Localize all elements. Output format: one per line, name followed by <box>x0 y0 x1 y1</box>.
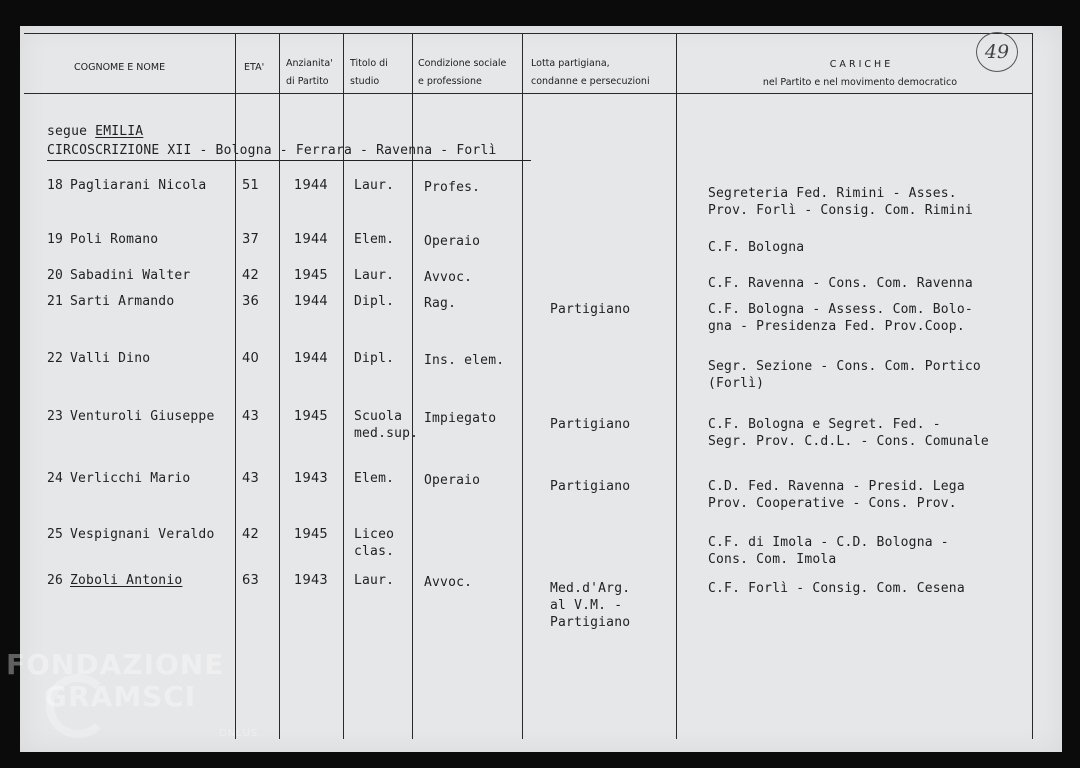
header-condition-line1: Condizione sociale <box>418 58 507 69</box>
row-profession: Operaio <box>424 234 481 249</box>
row-study: Elem. <box>354 232 395 247</box>
header-roles <box>720 56 1000 92</box>
row-number: 20 <box>47 268 64 283</box>
row-name: Poli Romano <box>70 232 159 247</box>
section-underline <box>47 160 531 161</box>
row-partisan: Partigiano <box>550 615 631 630</box>
section-district: CIRCOSCRIZIONE XII - Bologna - Ferrara - Ravenna - Forlì <box>47 143 497 158</box>
row-age: 42 <box>242 527 259 542</box>
row-study: Liceo <box>354 527 395 542</box>
row-roles: C.D. Fed. Ravenna - Presid. Lega <box>708 479 965 494</box>
row-age: 51 <box>242 178 259 193</box>
row-roles: gna - Presidenza Fed. Prov.Coop. <box>708 319 965 334</box>
header-struggle-line1: Lotta partigiana, <box>531 58 610 69</box>
row-profession: Avvoc. <box>424 575 473 590</box>
row-year: 1944 <box>294 294 328 309</box>
row-age: 36 <box>242 294 259 309</box>
row-number: 26 <box>47 573 64 588</box>
row-roles: Cons. Com. Imola <box>708 552 837 567</box>
row-number: 18 <box>47 178 64 193</box>
row-name: Venturoli Giuseppe <box>70 409 215 424</box>
row-roles: Prov. Forlì - Consig. Com. Rimini <box>708 203 973 218</box>
header-condition-line2: e professione <box>418 76 482 87</box>
row-study: Laur. <box>354 573 395 588</box>
col-divider-year <box>279 33 280 739</box>
header-condition <box>418 55 506 91</box>
header-name: COGNOME E NOME <box>74 62 166 73</box>
row-year: 1943 <box>294 471 328 486</box>
row-partisan: Med.d'Arg. <box>550 581 631 596</box>
section-region <box>47 123 143 140</box>
row-year: 1945 <box>294 268 328 283</box>
row-number: 23 <box>47 409 64 424</box>
header-study-line2: studio <box>350 76 380 87</box>
row-name: Verlicchi Mario <box>70 471 191 486</box>
row-year: 1945 <box>294 527 328 542</box>
row-year: 1944 <box>294 178 328 193</box>
row-partisan: Partigiano <box>550 417 631 432</box>
row-profession: Profes. <box>424 180 481 195</box>
row-study: med.sup. <box>354 426 419 441</box>
col-divider-condition <box>412 33 413 739</box>
header-roles-line2: nel Partito e nel movimento democratico <box>762 77 958 88</box>
row-study: Laur. <box>354 178 395 193</box>
row-study: Dipl. <box>354 294 395 309</box>
row-number: 19 <box>47 232 64 247</box>
col-divider-roles <box>676 33 677 739</box>
row-number: 24 <box>47 471 64 486</box>
page-number: 49 <box>976 32 1018 72</box>
row-profession: Avvoc. <box>424 270 473 285</box>
row-age: 40 <box>242 351 259 366</box>
row-partisan: al V.M. - <box>550 598 623 613</box>
row-age: 43 <box>242 409 259 424</box>
header-roles-line1: C A R I C H E <box>829 59 891 70</box>
row-name: Vespignani Veraldo <box>70 527 215 542</box>
row-partisan: Partigiano <box>550 302 631 317</box>
row-roles: Prov. Cooperative - Cons. Prov. <box>708 496 957 511</box>
row-name: Sabadini Walter <box>70 268 191 283</box>
row-study: Elem. <box>354 471 395 486</box>
row-roles: Segreteria Fed. Rimini - Asses. <box>708 186 957 201</box>
row-number: 21 <box>47 294 64 309</box>
row-number: 25 <box>47 527 64 542</box>
col-divider-study <box>343 33 344 739</box>
row-profession: Impiegato <box>424 411 497 426</box>
row-study: clas. <box>354 544 395 559</box>
row-year: 1944 <box>294 351 328 366</box>
row-age: 63 <box>242 573 259 588</box>
row-year: 1945 <box>294 409 328 424</box>
row-study: Laur. <box>354 268 395 283</box>
top-rule <box>24 33 1032 34</box>
row-roles: Segr. Prov. C.d.L. - Cons. Comunale <box>708 434 989 449</box>
header-study <box>350 55 388 91</box>
row-partisan: Partigiano <box>550 479 631 494</box>
row-study: Scuola <box>354 409 403 424</box>
row-profession: Rag. <box>424 296 457 311</box>
header-seniority-line2: di Partito <box>286 76 329 87</box>
header-age: ETA' <box>244 62 265 73</box>
col-divider-struggle <box>522 33 523 739</box>
watermark-line2: GRAMSCI <box>44 680 197 713</box>
document-sheet <box>6 26 1062 752</box>
header-rule <box>24 93 1032 94</box>
col-divider-right <box>1032 33 1033 739</box>
row-roles: C.F. Forlì - Consig. Com. Cesena <box>708 581 965 596</box>
row-profession: Ins. elem. <box>424 353 505 368</box>
section-region-name: EMILIA <box>95 124 144 139</box>
row-age: 37 <box>242 232 259 247</box>
header-seniority <box>286 55 333 91</box>
row-roles: Segr. Sezione - Cons. Com. Portico <box>708 359 981 374</box>
header-struggle-line2: condanne e persecuzioni <box>531 76 650 87</box>
row-name: Sarti Armando <box>70 294 175 309</box>
watermark-line1: FONDAZIONE <box>6 648 225 681</box>
watermark-line3: ONLUS <box>219 728 259 739</box>
header-seniority-line1: Anzianita' <box>286 58 333 69</box>
row-number: 22 <box>47 351 64 366</box>
row-age: 42 <box>242 268 259 283</box>
row-age: 43 <box>242 471 259 486</box>
header-study-line1: Titolo di <box>350 58 388 69</box>
row-roles: C.F. Bologna e Segret. Fed. - <box>708 417 941 432</box>
row-year: 1943 <box>294 573 328 588</box>
row-year: 1944 <box>294 232 328 247</box>
row-roles: C.F. Bologna - Assess. Com. Bolo- <box>708 302 973 317</box>
section-prefix: segue <box>47 124 96 139</box>
row-study: Dipl. <box>354 351 395 366</box>
watermark-logo <box>6 648 276 758</box>
row-roles: C.F. di Imola - C.D. Bologna - <box>708 535 949 550</box>
row-roles: C.F. Ravenna - Cons. Com. Ravenna <box>708 276 973 291</box>
col-divider-age <box>235 33 236 739</box>
row-profession: Operaio <box>424 473 481 488</box>
row-name: Zoboli Antonio <box>70 573 183 588</box>
row-roles: C.F. Bologna <box>708 240 805 255</box>
row-name: Valli Dino <box>70 351 151 366</box>
header-struggle <box>531 55 650 91</box>
row-name: Pagliarani Nicola <box>70 178 207 193</box>
row-roles: (Forlì) <box>708 376 765 391</box>
